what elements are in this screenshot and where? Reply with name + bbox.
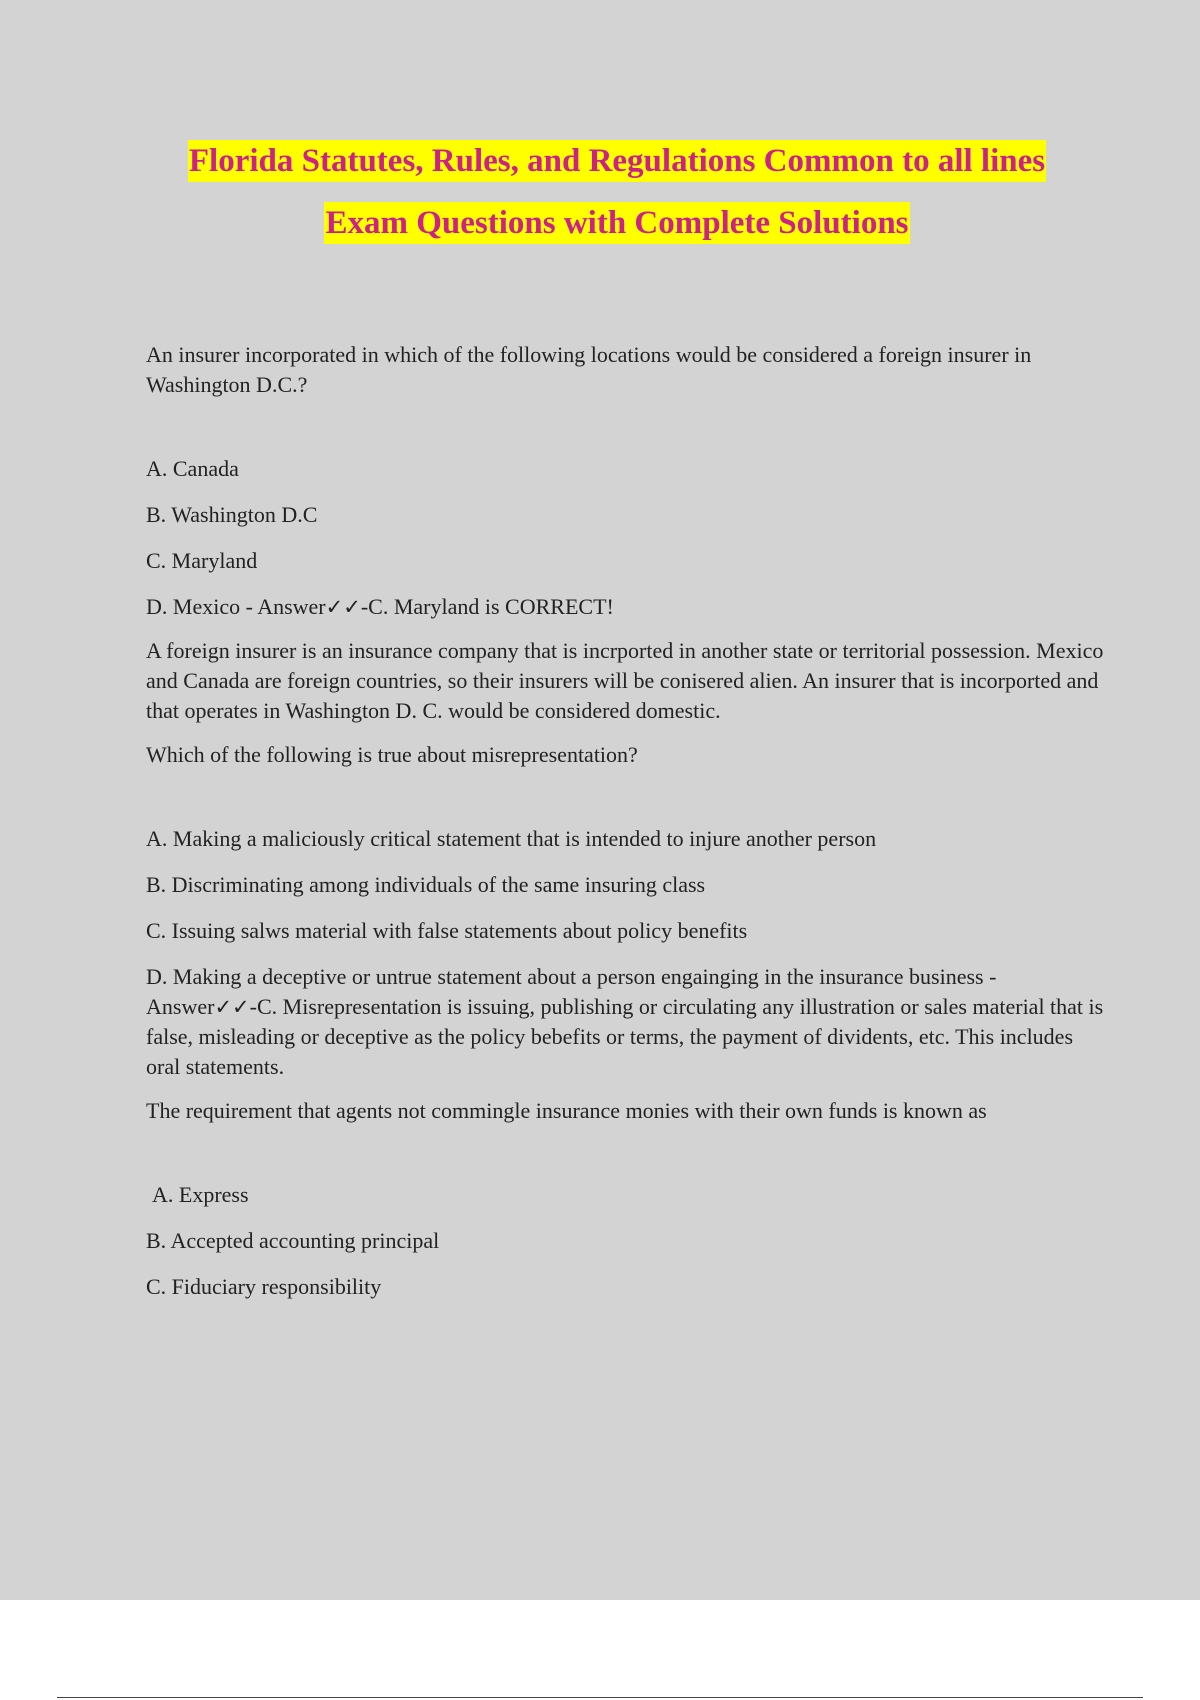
question-1-option-d: D. Mexico - Answer bbox=[146, 594, 326, 619]
checkmark-icon: ✓✓ bbox=[325, 595, 361, 619]
footer-divider bbox=[57, 1697, 1143, 1698]
question-1-option-b: B. Washington D.C bbox=[146, 502, 318, 527]
question-2-answer: -C. Misrepresentation is issuing, publishing or circulating any illustration or sales material that is false, misleading or deceptive as the policy bebefits or terms, the payment of dividents, etc. This includes oral statements. bbox=[146, 994, 1104, 1079]
question-2-option-b: B. Discriminating among individuals of the same insuring class bbox=[146, 872, 706, 897]
question-3-option-a: A. Express bbox=[152, 1182, 249, 1207]
question-1-option-d-answer bbox=[146, 592, 1106, 622]
question-1-text: An insurer incorporated in which of the following locations would be considered a foreign insurer in Washington D.C.? bbox=[146, 342, 1032, 397]
document-title bbox=[0, 140, 1200, 244]
question-1-explanation: A foreign insurer is an insurance company that is incrported in another state or territorial possession. Mexico and Canada are foreign countries, so their insurers will be conisered alien. An insurer that is incorported and that operates in Washington D. C. would be considered domestic. bbox=[146, 638, 1104, 723]
question-2-option-a: A. Making a maliciously critical statement that is intended to injure another person bbox=[146, 826, 877, 851]
question-3-option-c: C. Fiduciary responsibility bbox=[146, 1274, 382, 1299]
question-3-text: The requirement that agents not commingle insurance monies with their own funds is known as bbox=[146, 1098, 987, 1123]
question-1-option-c: C. Maryland bbox=[146, 548, 258, 573]
question-2-option-c: C. Issuing salws material with false statements about policy benefits bbox=[146, 918, 748, 943]
question-1-answer: -C. Maryland is CORRECT! bbox=[360, 594, 614, 619]
page-footer bbox=[0, 1600, 1200, 1700]
question-3-option-b: B. Accepted accounting principal bbox=[146, 1228, 440, 1253]
question-2-text: Which of the following is true about misrepresentation? bbox=[146, 742, 638, 767]
question-2-option-d: D. Making a deceptive or untrue statement about a person engainging in the insurance business - Answer bbox=[146, 964, 997, 1019]
title-line-2: Exam Questions with Complete Solutions bbox=[324, 202, 909, 244]
title-line-1: Florida Statutes, Rules, and Regulations Common to all lines bbox=[188, 140, 1046, 182]
question-2-option-d-answer bbox=[146, 962, 1106, 1082]
question-1-option-a: A. Canada bbox=[146, 456, 239, 481]
checkmark-icon: ✓✓ bbox=[214, 995, 250, 1019]
questions-content bbox=[146, 340, 1106, 1318]
